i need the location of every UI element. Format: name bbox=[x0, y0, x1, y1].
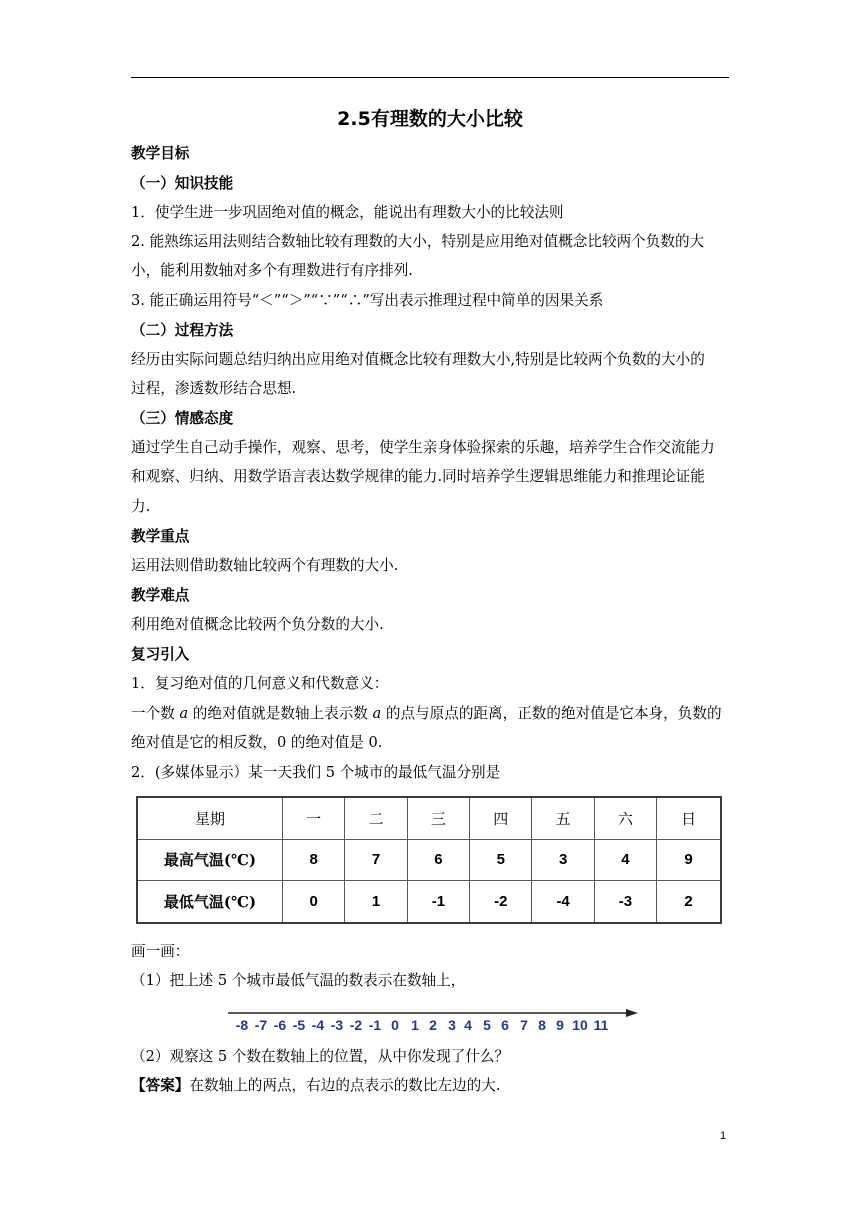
number-line-label: 1 bbox=[411, 1017, 419, 1033]
knowledge-item-2a: 2. 能熟练运用法则结合数轴比较有理数的大小，特别是应用绝对值概念比较两个负数的大 bbox=[131, 233, 705, 250]
table-cell-day: 一 bbox=[283, 797, 345, 839]
question-1: （1）把上述 5 个城市最低气温的数表示在数轴上， bbox=[131, 972, 466, 989]
number-line-label: 2 bbox=[429, 1017, 437, 1033]
table-cell-high: 5 bbox=[470, 839, 532, 880]
definition-pre: 一个数 bbox=[131, 705, 180, 722]
knowledge-item-1: 1．使学生进一步巩固绝对值的概念，能说出有理数大小的比较法则 bbox=[131, 204, 564, 221]
table-cell-high: 3 bbox=[532, 839, 594, 880]
number-line-labels bbox=[236, 1017, 609, 1033]
review-definition-b: 绝对值是它的相反数，0 的绝对值是 0. bbox=[131, 734, 383, 751]
table-cell-day: 五 bbox=[532, 797, 594, 839]
variable-a: a bbox=[372, 705, 382, 722]
number-line-label: -2 bbox=[349, 1017, 363, 1033]
table-cell-day: 日 bbox=[657, 797, 721, 839]
table-cell-day: 三 bbox=[407, 797, 469, 839]
number-line-label: -7 bbox=[254, 1017, 268, 1033]
process-heading: （二）过程方法 bbox=[131, 322, 234, 339]
table-header-label: 星期 bbox=[137, 797, 283, 839]
number-line-label: 0 bbox=[391, 1017, 399, 1033]
temperature-table bbox=[136, 796, 722, 924]
table-cell-high: 4 bbox=[594, 839, 656, 880]
table-cell-low: -4 bbox=[532, 881, 594, 923]
table-cell-high: 8 bbox=[283, 839, 345, 880]
number-line-label: 7 bbox=[520, 1017, 528, 1033]
table-row-label-high: 最高气温(℃) bbox=[137, 839, 283, 880]
table-cell-low: -1 bbox=[407, 881, 469, 923]
table-row-label-low: 最低气温(℃) bbox=[137, 881, 283, 923]
table-cell-low: 0 bbox=[283, 881, 345, 923]
key-point-heading: 教学重点 bbox=[131, 528, 190, 545]
answer-text: 在数轴上的两点，右边的点表示的数比左边的大. bbox=[189, 1077, 501, 1094]
header-rule bbox=[131, 77, 729, 78]
table-cell-low: -2 bbox=[470, 881, 532, 923]
number-line bbox=[228, 1006, 640, 1036]
review-item-2: 2．(多媒体显示）某一天我们 5 个城市的最低气温分别是 bbox=[131, 764, 501, 781]
answer-line bbox=[131, 1076, 731, 1096]
number-line-label: 6 bbox=[501, 1017, 509, 1033]
definition-mid: 的绝对值就是数轴上表示数 bbox=[188, 705, 373, 722]
process-text-b: 过程，渗透数形结合思想. bbox=[131, 380, 297, 397]
table-cell-day: 二 bbox=[345, 797, 407, 839]
number-line-label: 4 bbox=[464, 1017, 472, 1033]
difficulty-heading: 教学难点 bbox=[131, 587, 190, 604]
process-text-a: 经历由实际问题总结归纳出应用绝对值概念比较有理数大小,特别是比较两个负数的大小的 bbox=[131, 351, 705, 368]
review-definition-a bbox=[131, 704, 731, 724]
number-line-label: -3 bbox=[330, 1017, 344, 1033]
key-point-text: 运用法则借助数轴比较两个有理数的大小. bbox=[131, 557, 399, 574]
number-line-label: 8 bbox=[538, 1017, 546, 1033]
number-line-label: -8 bbox=[235, 1017, 249, 1033]
emotion-text-c: 力. bbox=[131, 498, 151, 515]
review-item-1: 1．复习绝对值的几何意义和代数意义： bbox=[131, 675, 389, 692]
number-line-label: -1 bbox=[368, 1017, 382, 1033]
page-number: 1 bbox=[720, 1130, 727, 1142]
draw-label: 画一画： bbox=[131, 943, 190, 960]
number-line-label: -5 bbox=[292, 1017, 306, 1033]
knowledge-item-2b: 小，能利用数轴对多个有理数进行有序排列. bbox=[131, 262, 413, 279]
knowledge-heading: （一）知识技能 bbox=[131, 175, 234, 192]
number-line-label: 3 bbox=[448, 1017, 456, 1033]
table-cell-high: 6 bbox=[407, 839, 469, 880]
difficulty-text: 利用绝对值概念比较两个负分数的大小. bbox=[131, 616, 384, 633]
number-line-label: 11 bbox=[593, 1017, 609, 1033]
emotion-text-a: 通过学生自己动手操作，观察、思考，使学生亲身体验探索的乐趣，培养学生合作交流能力 bbox=[131, 439, 715, 456]
number-line-label: 5 bbox=[483, 1017, 491, 1033]
table-row-high bbox=[137, 839, 721, 880]
table-cell-low: 2 bbox=[657, 881, 721, 923]
number-line-label: -4 bbox=[311, 1017, 325, 1033]
table-cell-low: -3 bbox=[594, 881, 656, 923]
number-line-label: 10 bbox=[572, 1017, 588, 1033]
table-cell-high: 9 bbox=[657, 839, 721, 880]
emotion-heading: （三）情感态度 bbox=[131, 410, 234, 427]
table-cell-day: 六 bbox=[594, 797, 656, 839]
question-2: （2）观察这 5 个数在数轴上的位置，从中你发现了什么？ bbox=[131, 1048, 510, 1065]
table-row-days bbox=[137, 797, 721, 839]
table-row-low bbox=[137, 881, 721, 923]
number-line-label: -6 bbox=[273, 1017, 287, 1033]
table-cell-day: 四 bbox=[470, 797, 532, 839]
knowledge-item-3: 3. 能正确运用符号“＜”“＞”“∵”“∴”写出表示推理过程中简单的因果关系 bbox=[131, 292, 604, 309]
emotion-text-b: 和观察、归纳、用数学语言表达数学规律的能力.同时培养学生逻辑思维能力和推理论证能 bbox=[131, 468, 705, 485]
answer-tag: 【答案】 bbox=[131, 1077, 190, 1094]
table-cell-high: 7 bbox=[345, 839, 407, 880]
goals-heading: 教学目标 bbox=[131, 145, 190, 162]
review-heading: 复习引入 bbox=[131, 646, 190, 663]
page-title: 2.5有理数的大小比较 bbox=[337, 108, 523, 130]
table-cell-low: 1 bbox=[345, 881, 407, 923]
number-line-label: 9 bbox=[556, 1017, 564, 1033]
arrow-right-icon bbox=[626, 1009, 638, 1017]
variable-a: a bbox=[179, 705, 189, 722]
definition-post: 的点与原点的距离，正数的绝对值是它本身，负数的 bbox=[381, 705, 722, 722]
